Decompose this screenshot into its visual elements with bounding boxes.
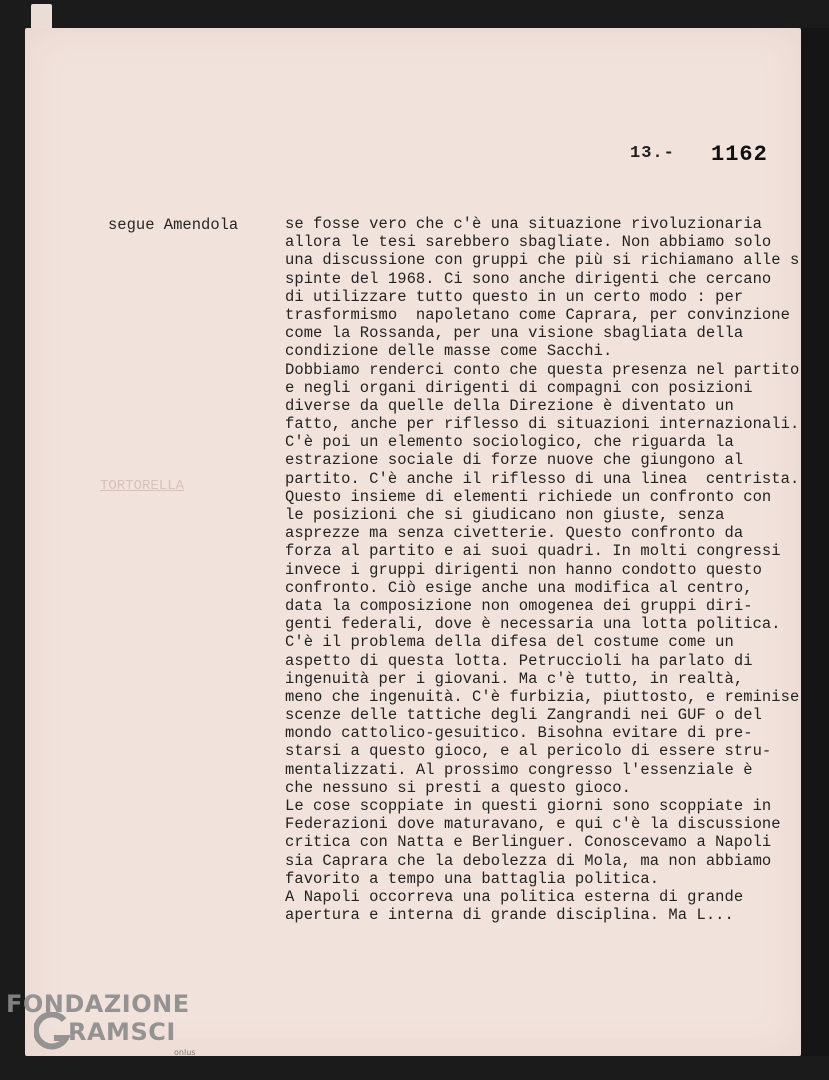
paper-tab [31, 4, 52, 30]
text-line: diverse da quelle della Direzione è diventato un [285, 396, 734, 415]
text-line: mondo cattolico-gesuitico. Bisohna evitare di pre- [285, 724, 753, 743]
text-line: se fosse vero che c'è una situazione rivoluzionaria [285, 215, 762, 233]
text-line: mentalizzati. Al prossimo congresso l'essenziale è [285, 760, 753, 779]
text-line: invece i gruppi dirigenti non hanno condotto questo [285, 560, 762, 579]
text-line: partito. C'è anche il riflesso di una linea centrista. [285, 469, 800, 488]
logo-line-1: FONDAZIONE [6, 990, 190, 1018]
text-line: una discussione con gruppi che più si richiamano alle s [285, 251, 800, 270]
page-number-large: 1162 [711, 142, 768, 167]
text-line: starsi a questo gioco, e al pericolo di essere stru- [285, 742, 772, 761]
faded-margin-note: TORTORELLA [100, 478, 185, 494]
text-line: aspetto di questa lotta. Petruccioli ha parlato di [285, 651, 753, 670]
text-line: confronto. Ciò esige anche una modifica al centro, [285, 578, 753, 597]
text-line: data la composizione non omogenea dei gruppi diri- [285, 596, 753, 615]
logo-g-icon [34, 1012, 70, 1052]
text-line: di utilizzare tutto questo in un certo modo : per [285, 287, 744, 306]
text-line: asprezze ma senza civetterie. Questo confronto da [285, 524, 744, 543]
scan-border-right [801, 28, 829, 1056]
text-line: trasformismo napoletano come Caprara, per convinzione [285, 305, 790, 324]
text-line: scenze delle tattiche degli Zangrandi nei GUF o del [285, 706, 762, 725]
text-line: e negli organi dirigenti di compagni con posizioni [285, 378, 753, 397]
logo-line-2: RAMSCI [68, 1018, 176, 1046]
text-line: critica con Natta e Berlinguer. Conoscevamo a Napoli [285, 833, 772, 852]
text-line: che nessuno si presti a questo gioco. [285, 778, 632, 797]
text-line: le posizioni che si giudicano non giuste, senza [285, 506, 725, 524]
text-line: come la Rossanda, per una visione sbagliata della [285, 324, 744, 343]
fondazione-gramsci-logo [6, 990, 216, 1070]
text-line: condizione delle masse come Sacchi. [285, 342, 613, 361]
page-number-small: 13.- [630, 144, 675, 163]
text-line: sia Caprara che la debolezza di Mola, ma non abbiamo [285, 851, 772, 870]
document-body [285, 215, 805, 924]
speaker-label: segue Amendola [108, 216, 239, 234]
text-line: genti federali, dove è necessaria una lotta politica. [285, 615, 781, 634]
text-line: allora le tesi sarebbero sbagliate. Non abbiamo solo [285, 233, 772, 252]
text-line: estrazione sociale di forze nuove che giungono al [285, 451, 744, 470]
text-line: Questo insieme di elementi richiede un confronto con [285, 487, 772, 506]
text-line: meno che ingenuità. C'è furbizia, piuttosto, e reminise [285, 687, 800, 706]
logo-line-3: onlus [174, 1048, 196, 1057]
text-line: C'è il problema della difesa del costume come un [285, 633, 734, 652]
text-line: apertura e interna di grande disciplina. Ma L... [285, 906, 734, 925]
text-line: favorito a tempo una battaglia politica. [285, 869, 660, 888]
text-line: C'è poi un elemento sociologico, che riguarda la [285, 433, 734, 452]
text-line: fatto, anche per riflesso di situazioni internazionali. [285, 415, 800, 434]
text-line: Le cose scoppiate in questi giorni sono scoppiate in [285, 797, 772, 815]
text-line: Federazioni dove maturavano, e qui c'è la discussione [285, 815, 781, 834]
text-line: Dobbiamo renderci conto che questa presenza nel partito [285, 360, 800, 379]
text-line: forza al partito e ai suoi quadri. In molti congressi [285, 542, 781, 561]
text-line: A Napoli occorreva una politica esterna di grande [285, 887, 744, 906]
text-line: spinte del 1968. Ci sono anche dirigenti che cercano [285, 269, 772, 288]
text-line: ingenuità per i giovani. Ma c'è tutto, in realtà, [285, 669, 744, 688]
